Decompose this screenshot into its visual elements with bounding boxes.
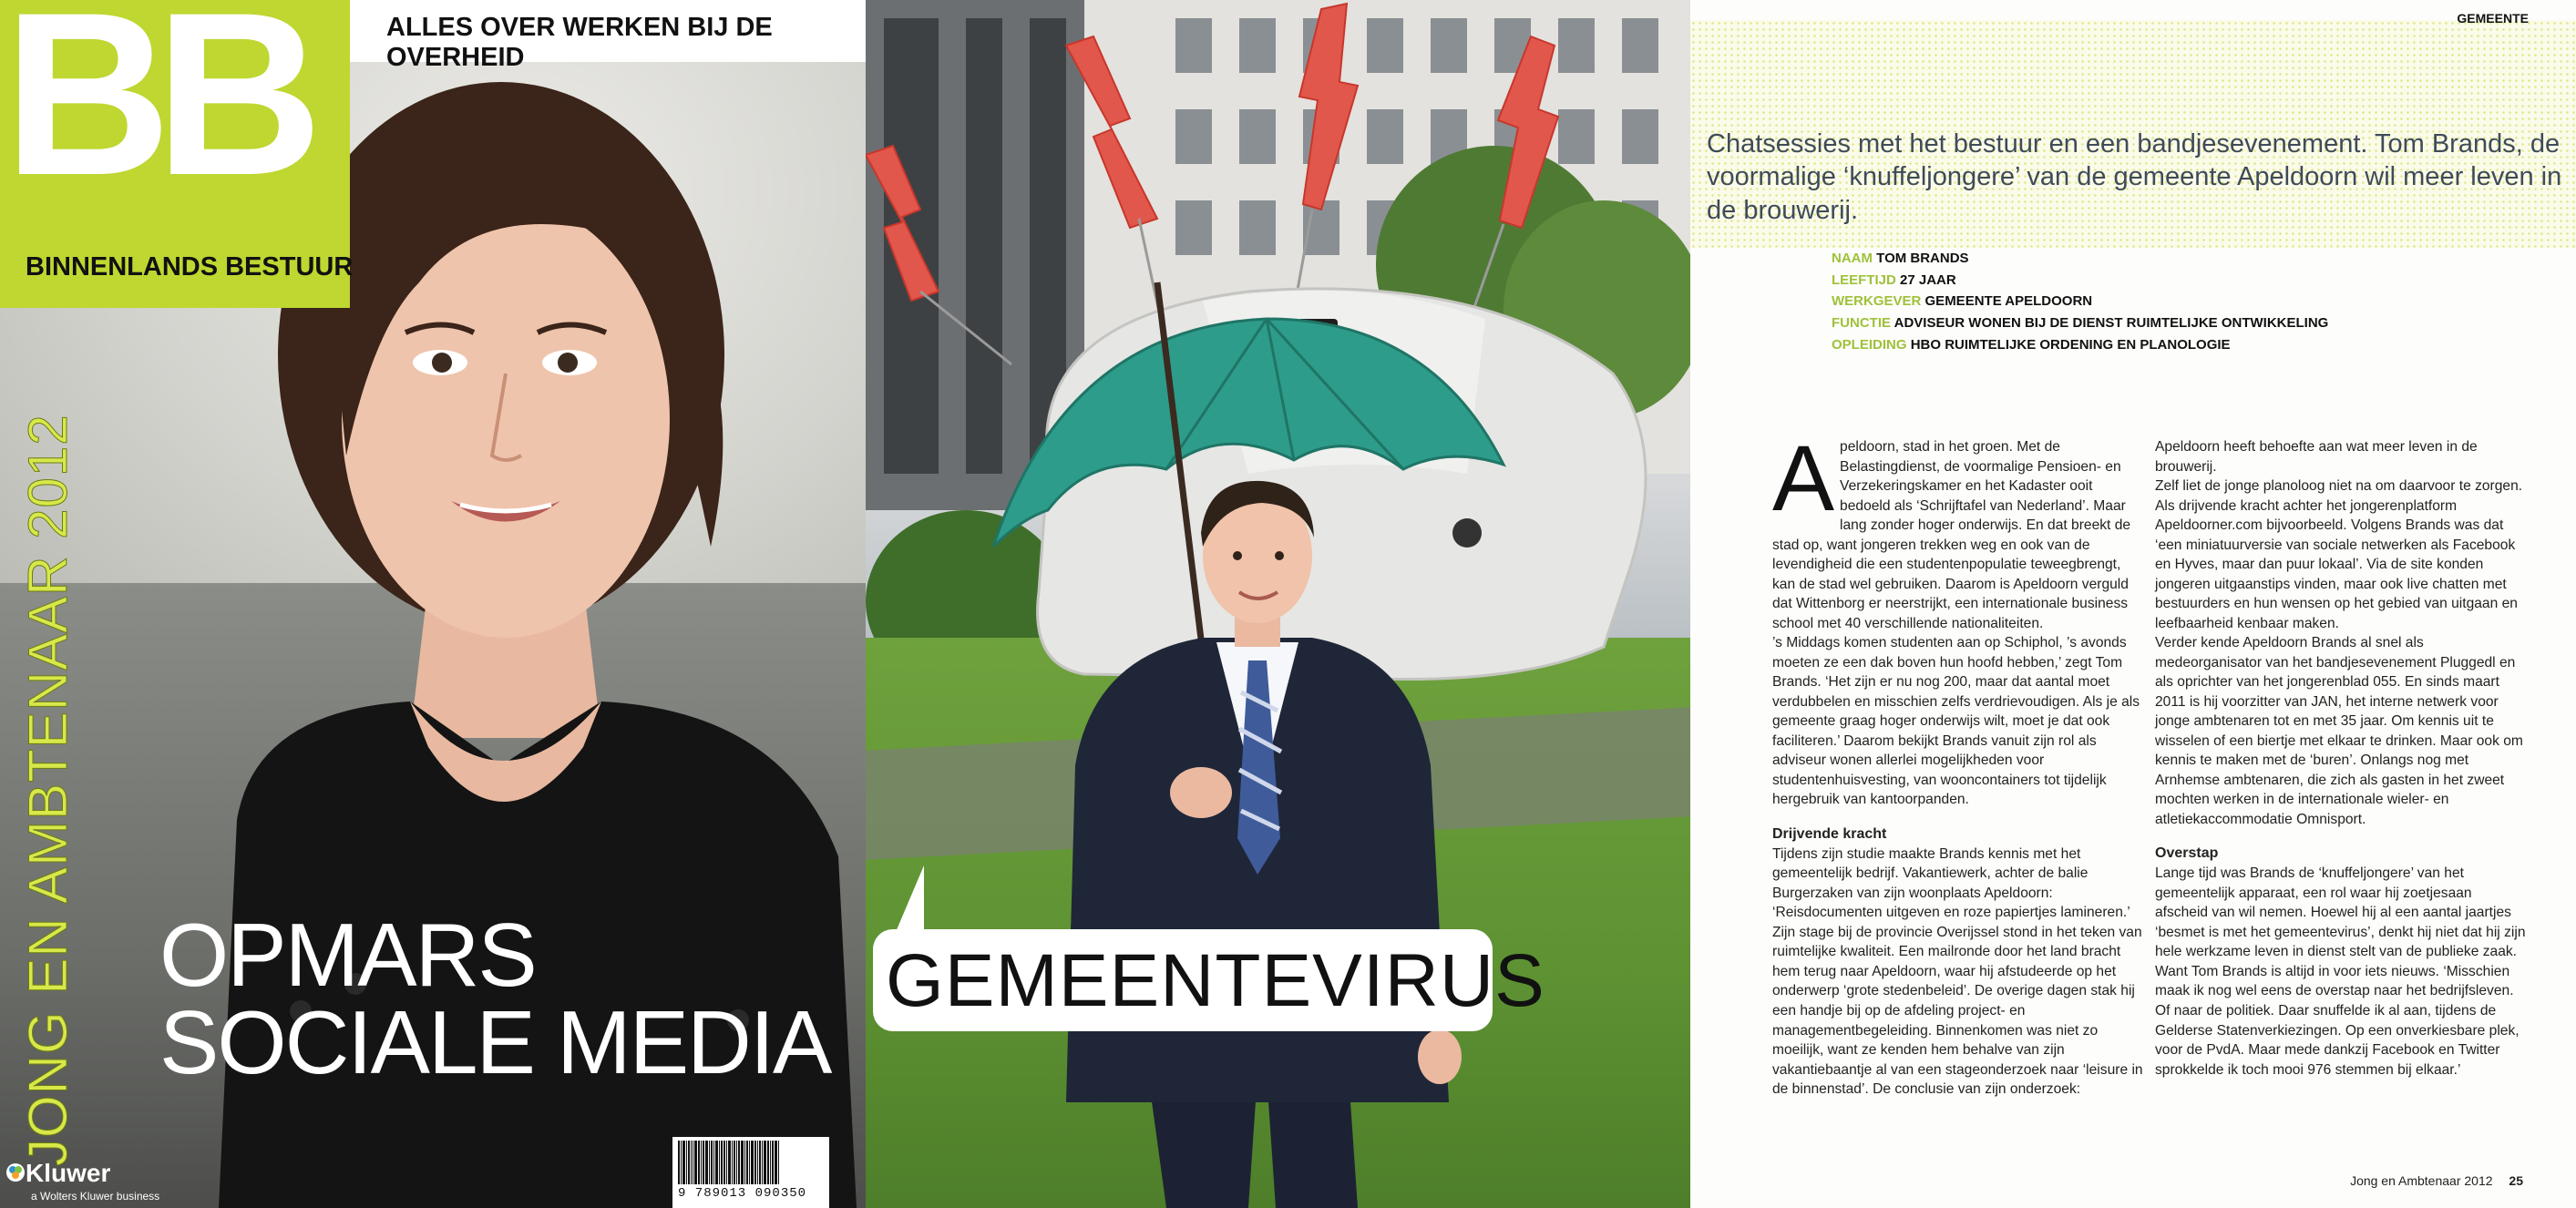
fact-value: TOM BRANDS — [1876, 251, 1969, 266]
cover-headline — [159, 905, 831, 1093]
cover-headline-line1: OPMARS — [159, 905, 536, 1005]
fact-row — [1832, 248, 2328, 270]
fact-value: 27 JAAR — [1900, 271, 1956, 288]
publisher-subtitle: a Wolters Kluwer business — [31, 1190, 160, 1203]
fact-row — [1832, 312, 2328, 334]
article-column-2 — [2155, 437, 2529, 1080]
cover-headline-line2: SOCIALE MEDIA — [159, 992, 831, 1093]
paragraph: Verder kende Apeldoorn Brands al snel als medeorganisator van het bandjesevenement Pluggedl en als oprichter van het jongerenblad 055. En sinds maart 2011 is hij voorzitter van JAN, het interne netwerk voor jonge ambtenaren tot en met 35 jaar. Om kennis uit te wisselen of een biertje met elkaar te drinken. Maar ook om kennis te maken met de ‘buren’. Onlangs nog met Arnhemse ambtenaren, die zich als gasten in het zweet mochten werken in de internationale wieler- en atletiekaccommodatie Omnisport. — [2155, 635, 2523, 827]
fact-box — [1832, 248, 2328, 355]
article-page — [1690, 0, 2576, 1208]
man-with-umbrella-photo — [993, 255, 1522, 1208]
magazine-logo-subtitle: BINNENLANDS BESTUUR — [26, 252, 354, 282]
speech-bubble-tail — [893, 865, 924, 938]
publisher-logo: Kluwer — [26, 1159, 111, 1187]
fact-key: OPLEIDING — [1832, 336, 1907, 353]
subheading: Overstap — [2155, 845, 2219, 862]
subheading: Drijvende kracht — [1772, 825, 1887, 842]
fact-value: GEMEENTE APELDOORN — [1924, 293, 2093, 310]
page-footer — [2350, 1173, 2523, 1188]
paragraph: Tijdens zijn studie maakte Brands kennis met het gemeentelijk bedrijf. Vakantiewerk, achter de balie Burgerzaken van zijn woonplaats Apeldoorn: ‘Reisdocumenten uitgeven en roze papiertjes lamineren.’ Zijn stage bij de provincie Overijssel stond in het teken van ruimtelijke kwaliteit. Een mailronde door het land bracht hem terug naar Apeldoorn, waar hij afstudeerde op het onderwerp ‘grote stedenbeleid’. De overige dagen stak hij een handje bij op de afdeling project- en managementbegeleiding. Binnenkomen was niet zo moeilijk, want ze kenden hem behalve van zijn vakantiebaantje al van een stageonderzoek naar ‘leisure in de binnenstad’. De conclusie van zijn onderzoek: — [1772, 845, 2143, 1098]
fact-value: ADVISEUR WONEN BIJ DE DIENST RUIMTELIJKE ONTWIKKELING — [1894, 315, 2329, 332]
cover-vertical-title: JONG EN AMBTENAAR 2012 — [17, 414, 78, 1166]
kluwer-logo-icon — [5, 1162, 26, 1182]
page-number: 25 — [2509, 1173, 2523, 1188]
fact-value: HBO RUIMTELIJKE ORDENING EN PLANOLOGIE — [1910, 336, 2231, 353]
paragraph: ’s Middags komen studenten aan op Schiphol, ’s avonds moeten ze een dak boven hun hoofd hebben,’ zegt Tom Brands. ‘Het zijn er nu nog 200, maar dat aantal moet verdubbelen en misschien zelfs verdrievoudigen. Als je als gemeente graag hoger onderwijs wilt, moet je dat ook faciliteren.’ Daarom bekijkt Brands vanuit zijn rol als adviseur wonen allerlei mogelijkheden voor studentenhuisvesting, van wooncontainers tot tijdelijk hergebruik van kantoorpanden. — [1772, 635, 2140, 808]
drop-cap: A — [1772, 426, 1835, 530]
fact-row — [1832, 334, 2328, 356]
paragraph: Zelf liet de jonge planoloog niet na om daarvoor te zorgen. Als drijvende kracht achter het jongerenplatform Apeldoorner.com bijvoorbeeld. Volgens Brands was dat ‘een miniatuurversie van sociale netwerken als Facebook en Hyves, maar dan puur lokaal’. Via de site konden jongeren uitgaanstips vinden, maar ook live chatten met bestuurders en hun wensen op het gebied van uitgaan en leefbaarheid kenbaar maken. — [2155, 478, 2523, 631]
article-intro: Chatsessies met het bestuur en een bandjesevenement. Tom Brands, de voormalige ‘knuffeljongere’ van de gemeente Apeldoorn wil meer leven in de brouwerij. — [1707, 129, 2562, 225]
cover-tagline: ALLES OVER WERKEN BIJ DE OVERHEID — [386, 13, 773, 72]
paragraph: Lange tijd was Brands de ‘knuffeljongere’ van het gemeentelijk apparaat, een rol waar hij zoetjesaan afscheid van wil nemen. Hoewel hij al een aantal jaartjes ‘besmet is met het gemeentevirus’, denkt hij niet dat hij zijn hele werkzame leven in dienst stelt van de publieke zaak. Want Tom Brands is altijd in voor iets nieuws. ‘Misschien maak ik nog wel eens de overstap naar het bedrijfsleven. Of naar de politiek. Daar snuffelde ik al aan, tijdens de Gelderse Statenverkiezingen. Op een onverkiesbare plek, voor de PvdA. Maar mede dankzij Facebook en Twitter sprokkelde ik toch mooi 976 stemmen bij elkaar.’ — [2155, 865, 2526, 1078]
article-column-1 — [1772, 426, 2146, 1100]
fact-key: WERKGEVER — [1832, 293, 1922, 310]
speech-bubble-text: GEMEENTEVIRUS — [886, 939, 1545, 1022]
paragraph: peldoorn, stad in het groen. Met de Belastingdienst, de voormalige Pensioen- en Verzekeringskamer en het Kadaster ooit bedoeld als ‘Schrijftafel van Nederland’. Maar lang zonder hoger onderwijs. En dat breekt de stad op, want jongeren trekken weg en ook van de levendigheid die een studentenpopulatie teweegbrengt, kan de stad wel gebruiken. Daarom is Apeldoorn verguld dat Wittenborg er neerstrijkt, een internationale business school met 40 verschillende nationaliteiten. — [1772, 439, 2131, 631]
fact-row — [1832, 291, 2328, 312]
magazine-cover — [0, 0, 866, 1208]
fact-row — [1832, 270, 2328, 292]
feature-photo — [866, 0, 1690, 1208]
barcode-bars — [678, 1141, 824, 1184]
fact-key: LEEFTIJD — [1832, 271, 1896, 288]
barcode — [672, 1137, 829, 1208]
barcode-number: 9 789013 090350 — [678, 1186, 807, 1201]
paragraph: Apeldoorn heeft behoefte aan wat meer leven in de brouwerij. — [2155, 439, 2478, 475]
footer-title: Jong en Ambtenaar 2012 — [2350, 1173, 2493, 1188]
fact-key: NAAM — [1832, 251, 1873, 266]
magazine-logo: BB — [4, 0, 307, 224]
section-label: GEMEENTE — [2457, 11, 2529, 26]
fact-key: FUNCTIE — [1832, 315, 1891, 332]
